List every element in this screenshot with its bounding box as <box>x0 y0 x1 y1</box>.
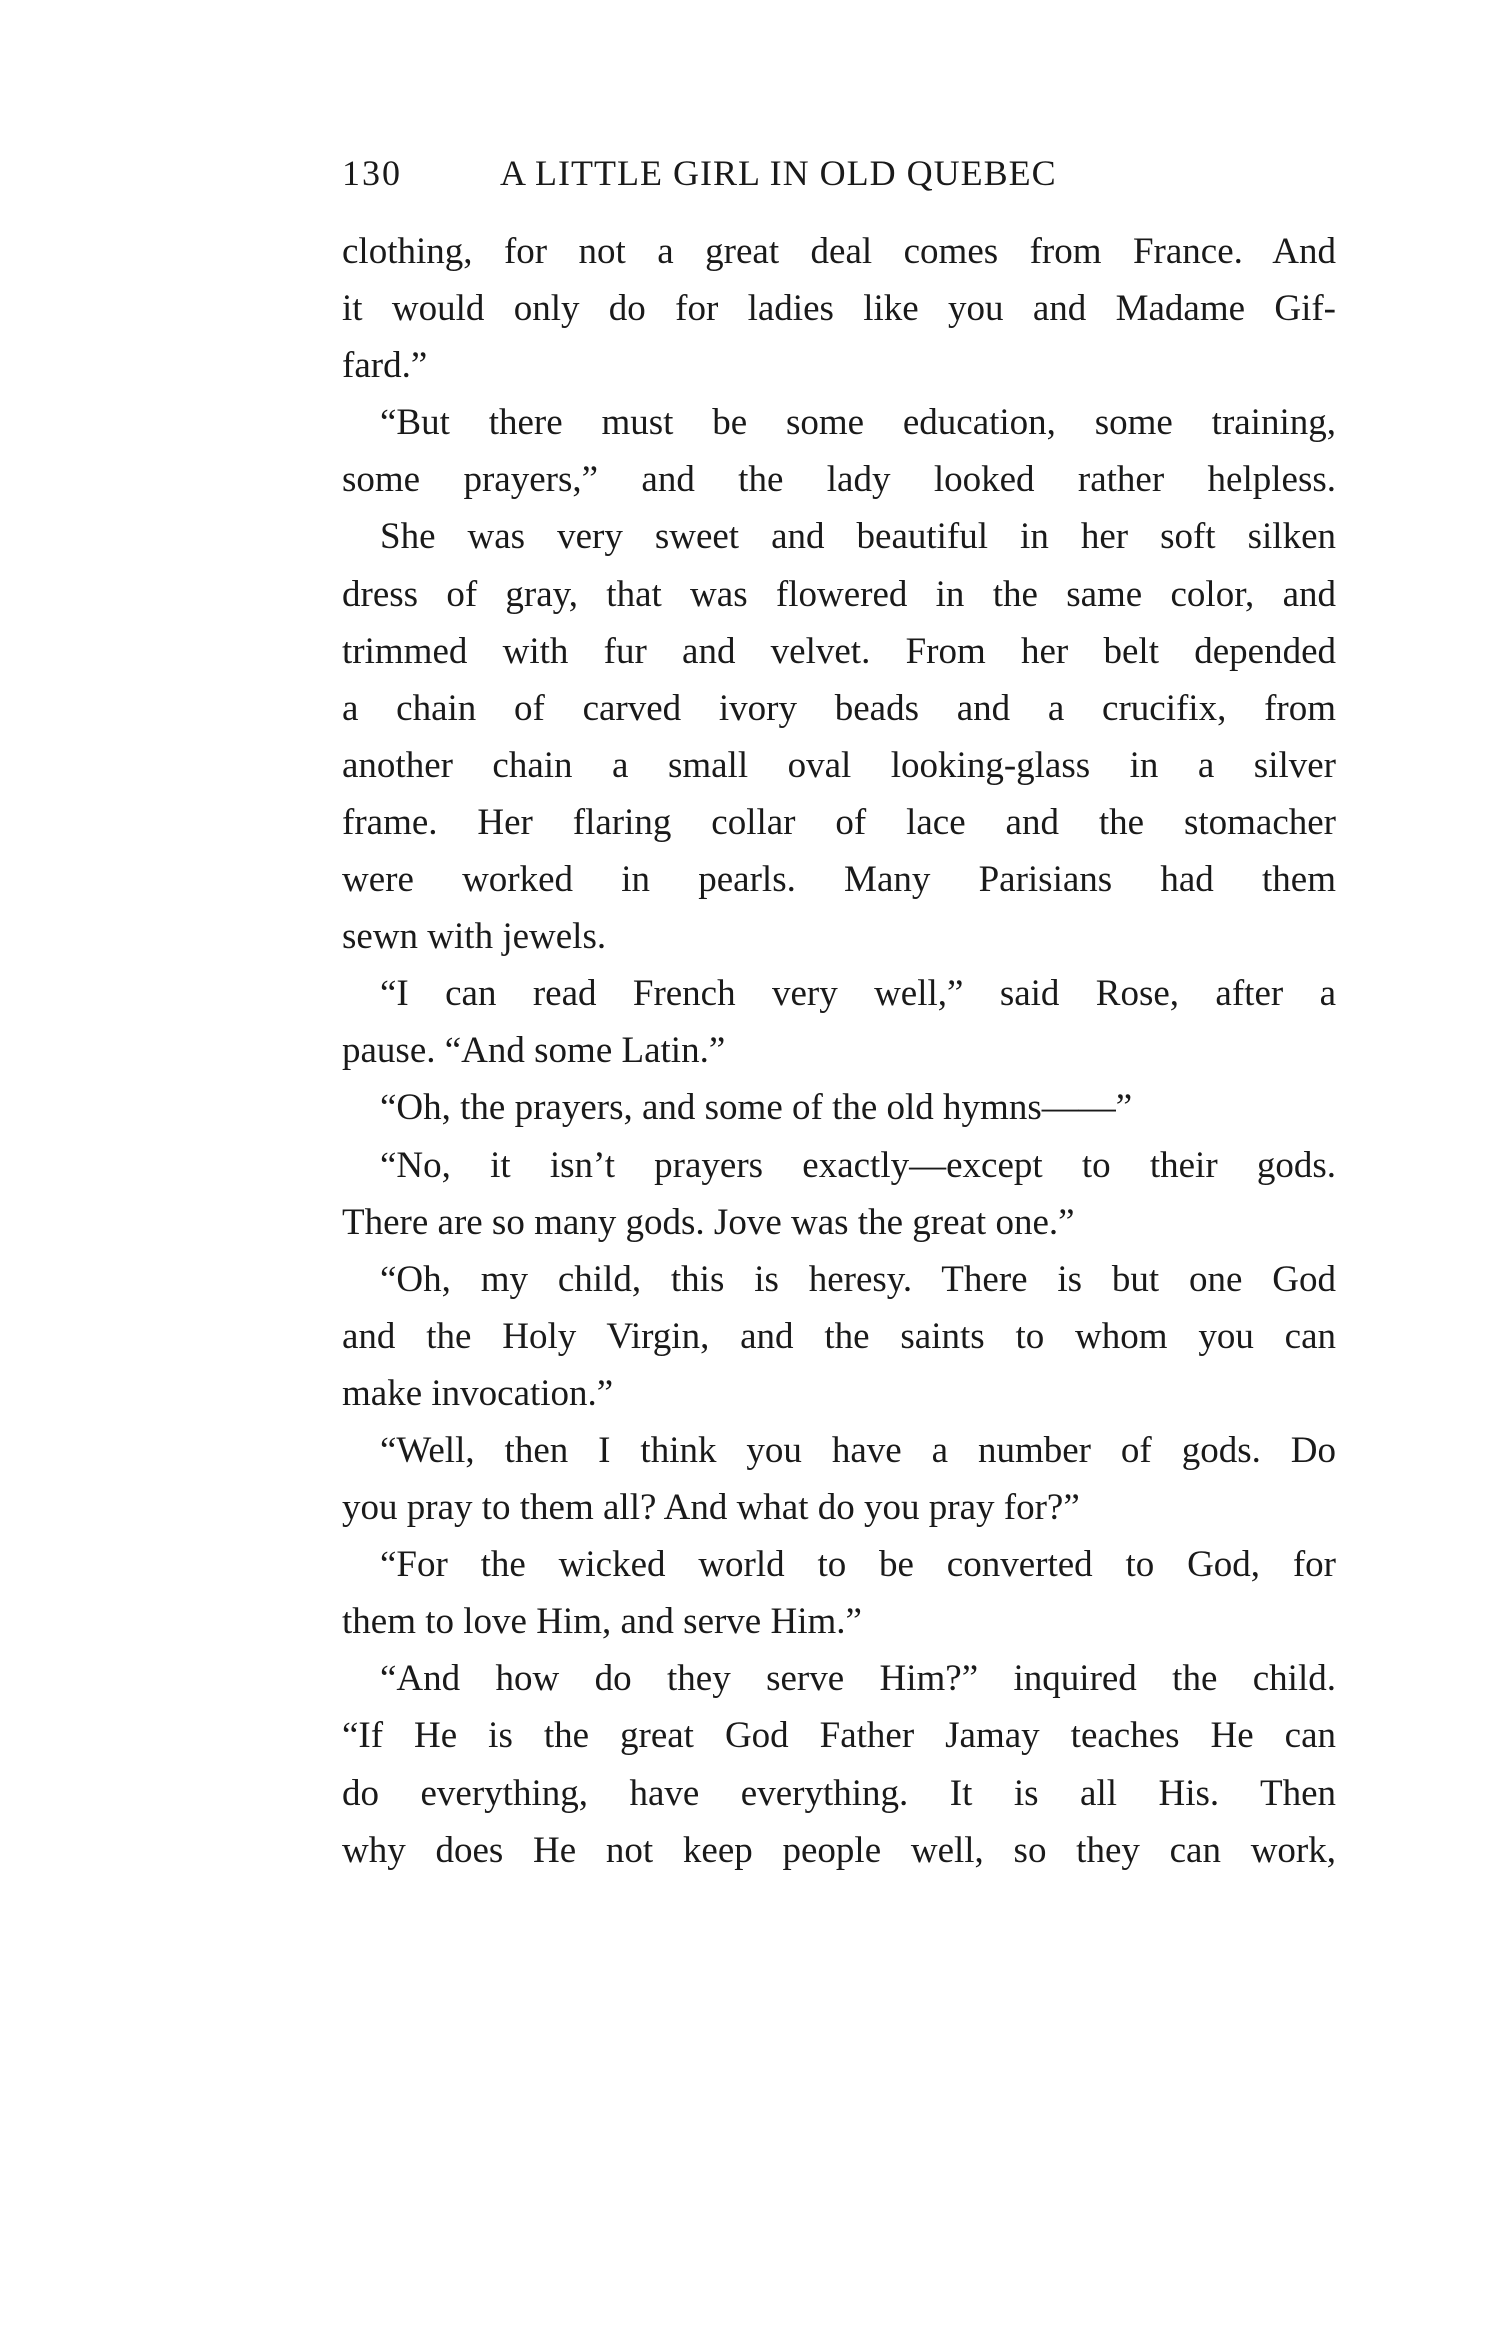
text-line: another chain a small oval looking-glass in a silver <box>342 744 1336 786</box>
text-line: some prayers,” and the lady looked rather helpless. <box>342 459 1336 501</box>
text-line: fard.” <box>342 345 428 387</box>
text-line: “But there must be some education, some training, <box>380 402 1336 444</box>
text-line: “I can read French very well,” said Rose, after a <box>380 973 1336 1015</box>
text-line: “For the wicked world to be converted to God, for <box>380 1544 1336 1586</box>
text-line: “Oh, the prayers, and some of the old hymns——” <box>380 1087 1133 1129</box>
text-line: a chain of carved ivory beads and a crucifix, from <box>342 687 1336 729</box>
text-line: make invocation.” <box>342 1372 614 1414</box>
text-line: “Oh, my child, this is heresy. There is but one God <box>380 1258 1336 1300</box>
text-line: There are so many gods. Jove was the great one.” <box>342 1201 1075 1243</box>
text-line: trimmed with fur and velvet. From her belt depended <box>342 630 1336 672</box>
text-line: “Well, then I think you have a number of gods. Do <box>380 1429 1336 1471</box>
text-line: sewn with jewels. <box>342 916 607 958</box>
text-line: do everything, have everything. It is all His. Then <box>342 1772 1336 1814</box>
text-line: “No, it isn’t prayers exactly—except to their gods. <box>380 1144 1336 1186</box>
text-line: clothing, for not a great deal comes from France. And <box>342 231 1336 272</box>
text-line: why does He not keep people well, so they can work, <box>342 1829 1336 1871</box>
text-line: frame. Her flaring collar of lace and the stomacher <box>342 801 1336 843</box>
text-line: were worked in pearls. Many Parisians had them <box>342 859 1336 901</box>
text-line: “And how do they serve Him?” inquired the child. <box>380 1658 1336 1700</box>
text-line: pause. “And some Latin.” <box>342 1030 726 1072</box>
text-line: you pray to them all? And what do you pray for?” <box>342 1487 1080 1529</box>
text-line: She was very sweet and beautiful in her soft silken <box>380 516 1336 558</box>
text-line: and the Holy Virgin, and the saints to whom you can <box>342 1315 1336 1357</box>
page-number: 130 <box>342 153 402 193</box>
text-line: “If He is the great God Father Jamay teaches He can <box>342 1715 1336 1757</box>
text-line: it would only do for ladies like you and Madame Gif- <box>342 288 1336 330</box>
text-line: them to love Him, and serve Him.” <box>342 1601 862 1643</box>
running-head <box>342 147 1336 199</box>
body-text <box>342 223 1336 1879</box>
text-line: dress of gray, that was flowered in the same color, and <box>342 573 1336 615</box>
running-title: A LITTLE GIRL IN OLD QUEBEC <box>500 153 1057 193</box>
